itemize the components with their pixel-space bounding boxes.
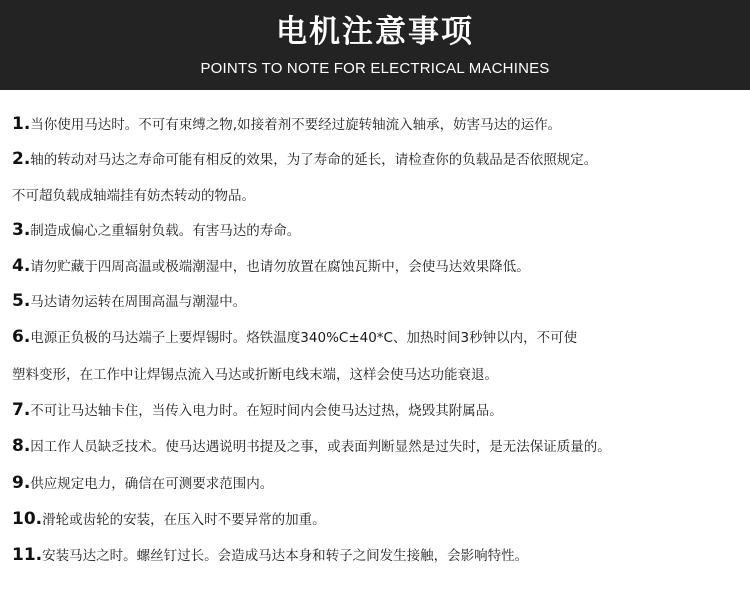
page-subtitle: POINTS TO NOTE FOR ELECTRICAL MACHINES xyxy=(200,60,550,77)
note-item-1 xyxy=(12,113,561,135)
note-text: 安装马达之时。螺丝钉过长。会造成马达本身和转子之间发生接触，会影响特性。 xyxy=(42,548,529,564)
note-item-4 xyxy=(12,255,530,277)
note-item-11 xyxy=(12,544,528,566)
note-item-6 xyxy=(12,326,577,348)
note-text: 塑料变形，在工作中让焊锡点流入马达或折断电线末端，这样会使马达功能衰退。 xyxy=(12,367,498,383)
note-number: 11. xyxy=(12,545,43,565)
note-item-5 xyxy=(12,290,246,312)
note-number: 6. xyxy=(12,327,31,347)
note-text: 请勿贮藏于四周高温或极端潮湿中，也请勿放置在腐蚀瓦斯中，会使马达效果降低。 xyxy=(30,259,530,275)
note-text: 当你使用马达时。不可有束缚之物,如接着剂不要经过旋转轴流入轴承，妨害马达的运作。 xyxy=(30,117,562,133)
note-text: 不可让马达轴卡住，当传入电力时。在短时间内会使马达过热，烧毁其附属品。 xyxy=(30,403,503,419)
note-text: 马达请勿运转在周围高温与潮湿中。 xyxy=(30,294,247,310)
note-item-2-continued xyxy=(12,184,255,206)
note-number: 9. xyxy=(12,473,31,493)
note-text: 供应规定电力，确信在可测要求范围内。 xyxy=(30,476,274,492)
note-item-6-continued xyxy=(12,363,498,385)
note-item-10 xyxy=(12,508,326,530)
note-text: 滑轮或齿轮的安装，在压入时不要异常的加重。 xyxy=(42,512,326,528)
note-text: 不可超负载成轴端挂有妨杰转动的物品。 xyxy=(12,188,255,204)
note-number: 5. xyxy=(12,291,31,311)
page-title: 电机注意事项 xyxy=(276,14,474,50)
note-text: 制造成偏心之重辐射负载。有害马达的寿命。 xyxy=(30,223,301,239)
note-text: 电源正负极的马达端子上要焊锡时。烙铁温度340%C±40*C、加热时间3秒钟以内，不可使 xyxy=(30,330,578,346)
note-item-3 xyxy=(12,219,300,241)
note-number: 2. xyxy=(12,149,31,169)
note-number: 4. xyxy=(12,256,31,276)
note-text: 轴的转动对马达之寿命可能有相反的效果，为了寿命的延长，请检查你的负载品是否依照规定。 xyxy=(30,152,598,168)
note-item-9 xyxy=(12,472,273,494)
note-text: 因工作人员缺乏技术。使马达遇说明书提及之事，或表面判断显然是过失时，是无法保证质量的。 xyxy=(30,439,611,455)
note-number: 8. xyxy=(12,436,31,456)
note-item-7 xyxy=(12,399,503,421)
note-number: 1. xyxy=(12,114,31,134)
note-number: 7. xyxy=(12,400,31,420)
note-item-2 xyxy=(12,148,597,170)
note-item-8 xyxy=(12,435,611,457)
note-number: 3. xyxy=(12,220,31,240)
note-number: 10. xyxy=(12,509,43,529)
